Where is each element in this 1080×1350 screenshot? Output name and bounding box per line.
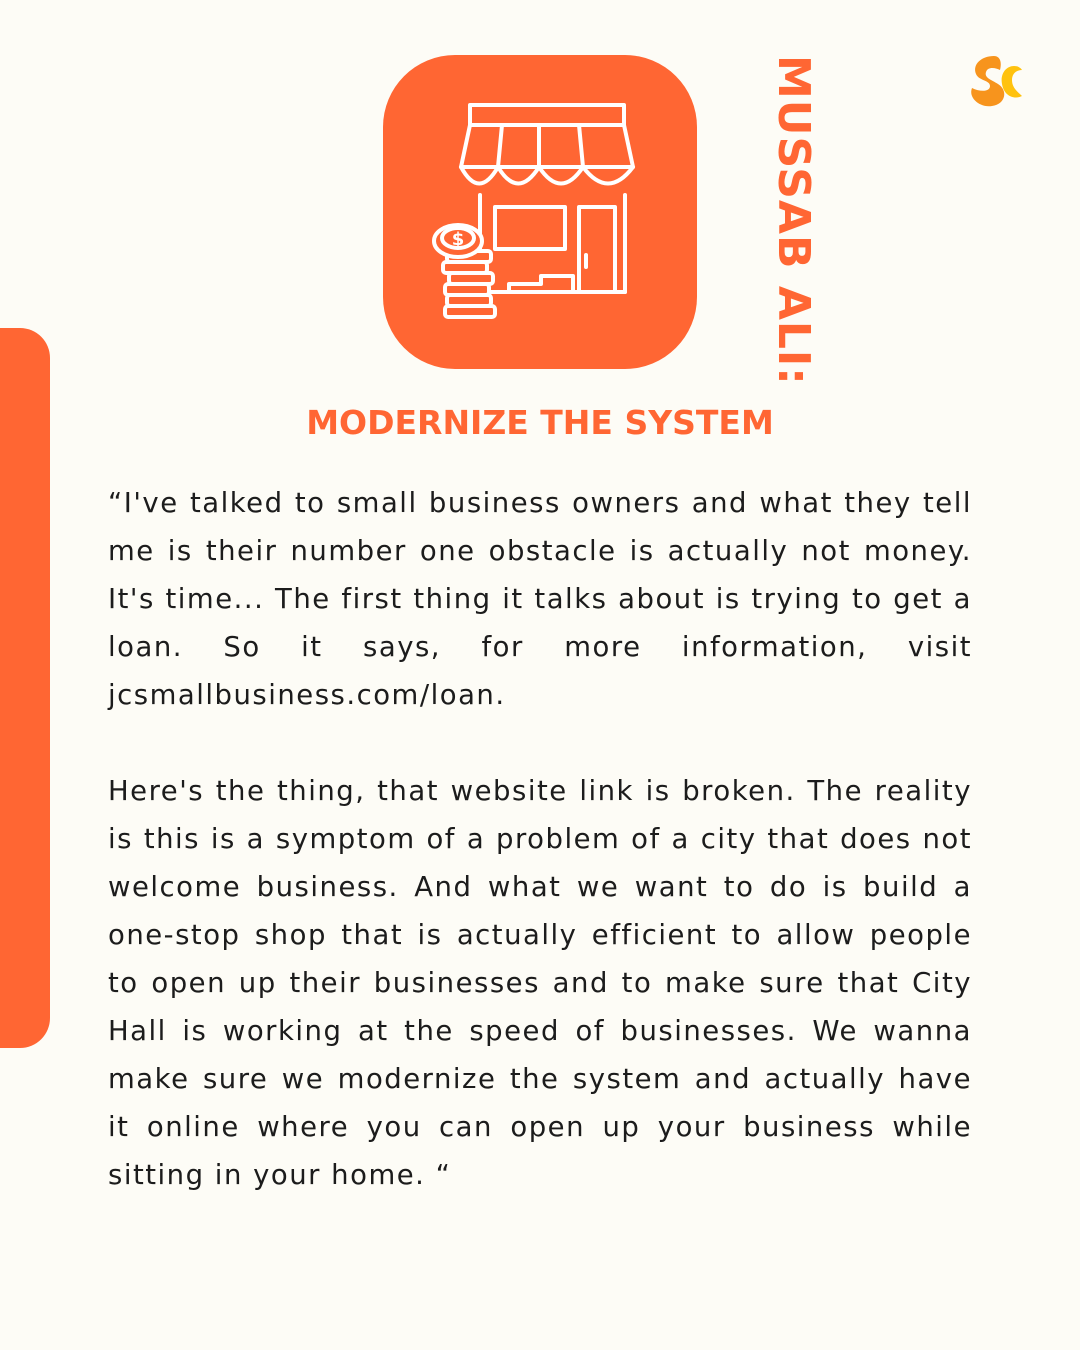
icon-tile <box>383 55 697 369</box>
storefront-with-coins-icon <box>383 55 697 369</box>
quote-paragraph-2: Here's the thing, that website link is broken. The reality is this is a symptom of a problem of a city that does not welcome business. And what we want to do is build a one-stop shop that is actually efficient to allow people to open up their businesses and to make sure that City Hall is working at the speed of businesses. We wanna make sure we modernize the system and actually have it online where you can open up your business while sitting in your home. “ <box>108 775 972 1191</box>
svg-text:$: $ <box>451 229 465 250</box>
quote-block <box>108 479 972 1199</box>
section-heading: MODERNIZE THE SYSTEM <box>306 403 774 442</box>
quote-paragraph-1: “I've talked to small business owners and what they tell me is their number one obstacle is actually not money. It's time... The first thing it talks about is trying to get a loan. So it says, for more information, visit jcsmallbusiness.com/loan. <box>108 487 972 711</box>
speaker-name: MUSSAB ALI: <box>768 55 819 386</box>
brand-logo-icon <box>964 52 1028 112</box>
